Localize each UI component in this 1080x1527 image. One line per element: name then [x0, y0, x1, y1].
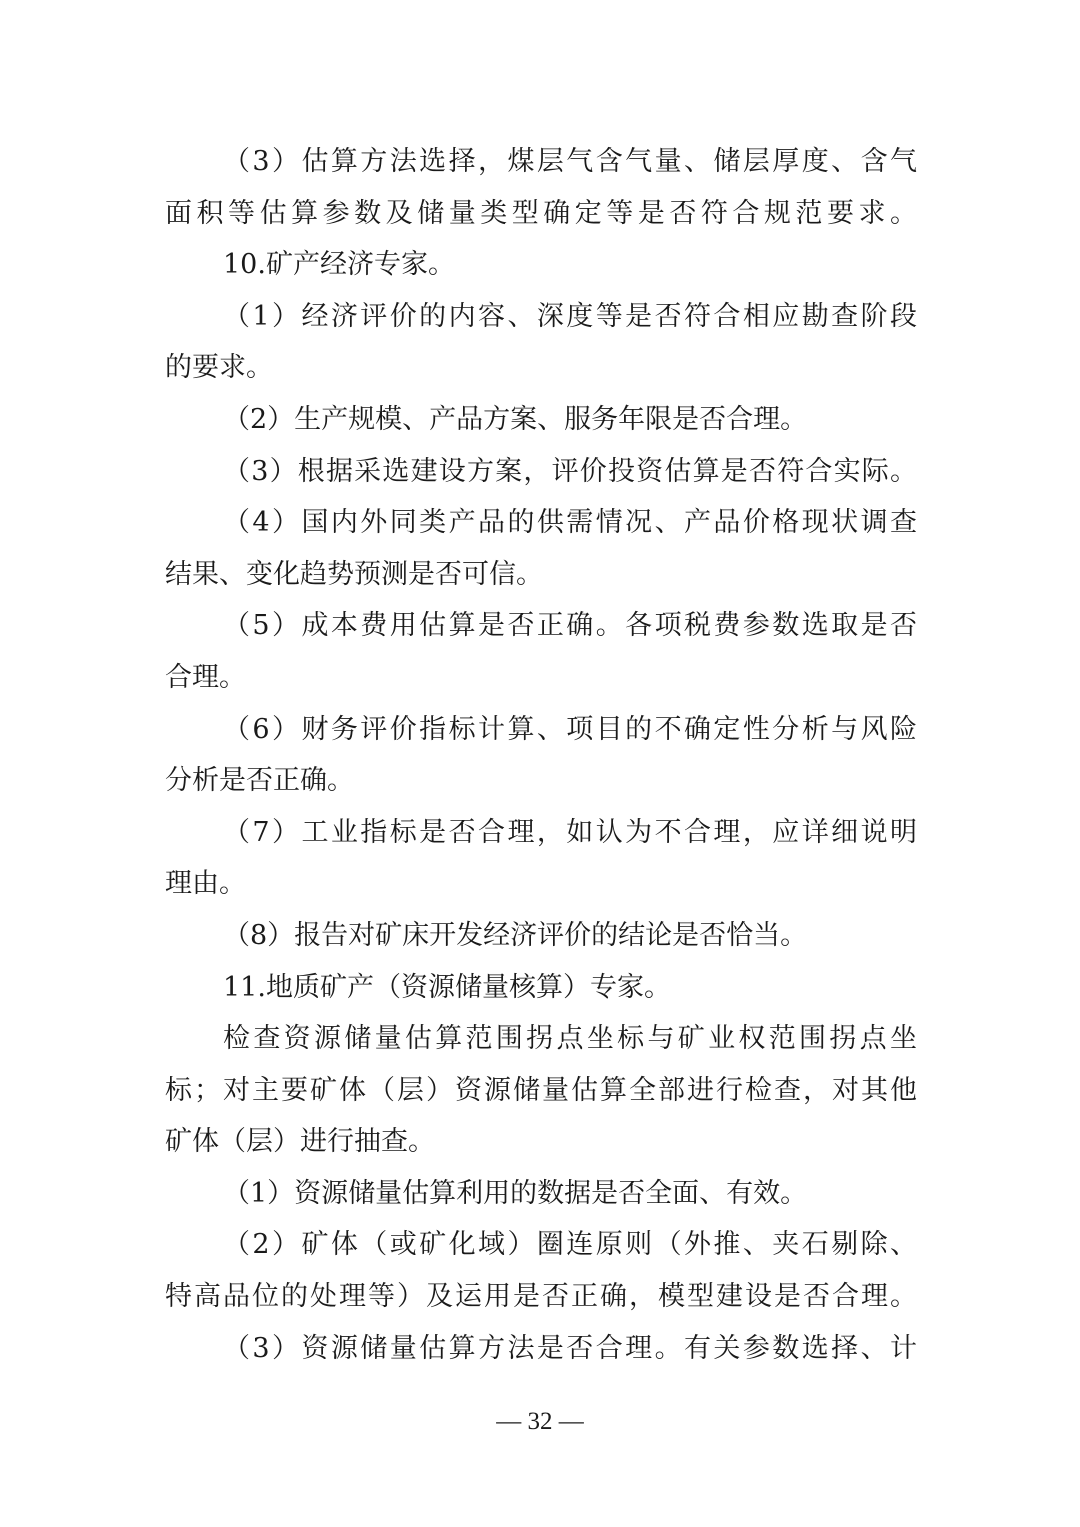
- text-line: （3）估算方法选择，煤层气含气量、储层厚度、含气: [223, 146, 917, 177]
- text-line: 检查资源储量估算范围拐点坐标与矿业权范围拐点坐: [223, 1023, 917, 1055]
- text-line: （1）经济评价的内容、深度等是否符合相应勘查阶段: [223, 300, 917, 332]
- text-line: （1）资源储量估算利用的数据是否全面、有效。: [223, 1177, 808, 1209]
- text-line: （2）生产规模、产品方案、服务年限是否合理。: [223, 403, 808, 435]
- text-line: 合理。: [165, 661, 246, 693]
- text-line: 面积等估算参数及储量类型确定等是否符合规范要求。: [165, 197, 917, 229]
- text-line: 分析是否正确。: [165, 765, 354, 797]
- text-line: （5）成本费用估算是否正确。各项税费参数选取是否: [223, 610, 917, 642]
- text-line: 结果、变化趋势预测是否可信。: [165, 558, 543, 590]
- text-line: 矿体（层）进行抽查。: [165, 1126, 435, 1158]
- section-heading: 10.矿产经济专家。: [223, 249, 455, 281]
- text-line: （8）报告对矿床开发经济评价的结论是否恰当。: [223, 919, 808, 951]
- section-heading: 11.地质矿产（资源储量核算）专家。: [223, 971, 671, 1003]
- text-line: 标；对主要矿体（层）资源储量估算全部进行检查，对其他: [165, 1074, 917, 1106]
- text-line: 的要求。: [165, 352, 273, 384]
- text-line: （7）工业指标是否合理，如认为不合理，应详细说明: [223, 816, 917, 848]
- text-line: （2）矿体（或矿化域）圈连原则（外推、夹石剔除、: [223, 1229, 917, 1261]
- text-line: （3）根据采选建设方案，评价投资估算是否符合实际。: [223, 455, 917, 487]
- body-text: [165, 136, 917, 1374]
- page-number: — 32 —: [496, 1408, 584, 1435]
- text-line: 特高品位的处理等）及运用是否正确，模型建设是否合理。: [165, 1281, 917, 1313]
- text-line: 理由。: [165, 868, 246, 900]
- text-line: （4）国内外同类产品的供需情况、产品价格现状调查: [223, 507, 917, 539]
- text-line: （6）财务评价指标计算、项目的不确定性分析与风险: [223, 713, 917, 745]
- text-line: （3）资源储量估算方法是否合理。有关参数选择、计: [223, 1332, 917, 1364]
